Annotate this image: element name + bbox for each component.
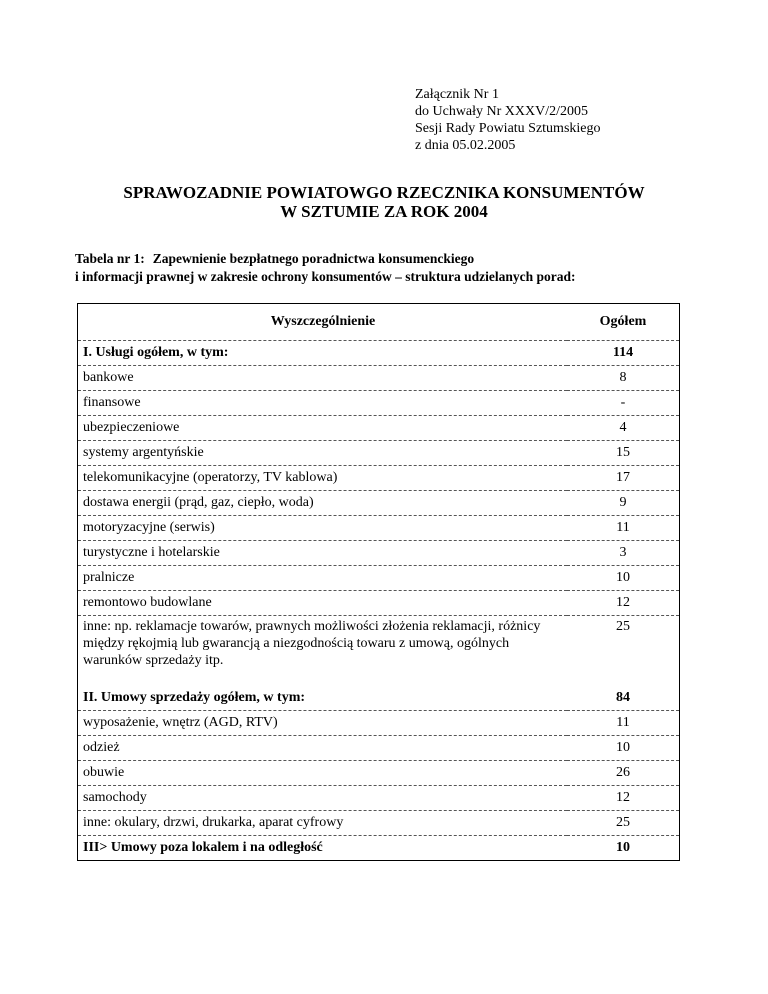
row-value: - [567, 391, 680, 416]
row-label: remontowo budowlane [78, 591, 568, 616]
row-value: 25 [616, 619, 630, 634]
row-label: II. Umowy sprzedaży ogółem, w tym: [78, 686, 568, 711]
caption-label: Tabela nr 1: [75, 251, 145, 266]
table-row [78, 366, 680, 391]
row-label: I. Usługi ogółem, w tym: [78, 341, 568, 366]
row-value: 11 [567, 711, 680, 736]
row-value: 12 [567, 786, 680, 811]
row-value: 11 [567, 516, 680, 541]
row-label: inne: okulary, drzwi, drukarka, aparat cyfrowy [78, 811, 568, 836]
table-row [78, 786, 680, 811]
row-label: ubezpieczeniowe [78, 416, 568, 441]
row-label: turystyczne i hotelarskie [78, 541, 568, 566]
table-row [78, 341, 680, 366]
attachment-line: z dnia 05.02.2005 [415, 138, 516, 153]
row-value: 4 [567, 416, 680, 441]
table-header-row [78, 304, 680, 341]
attachment-line: Załącznik Nr 1 [415, 87, 499, 102]
row-label: systemy argentyńskie [78, 441, 568, 466]
row-label: inne: np. reklamacje towarów, prawnych możliwości złożenia reklamacji, różnicy między rękojmią lub gwarancją a niezgodnością towaru z umową, ogólnych warunków sprzedaży itp. [83, 619, 541, 668]
row-value: 10 [567, 736, 680, 761]
row-value: 15 [567, 441, 680, 466]
consultation-table [77, 303, 680, 861]
row-label: motoryzacyjne (serwis) [78, 516, 568, 541]
table-row [78, 836, 680, 861]
table-row [78, 811, 680, 836]
header-total: Ogółem [567, 304, 680, 341]
row-value: 114 [567, 341, 680, 366]
row-value: 10 [567, 566, 680, 591]
row-value: 10 [616, 840, 630, 855]
table-row [78, 591, 680, 616]
caption-line-2: i informacji prawnej w zakresie ochrony konsumentów – struktura udzielanych porad: [75, 269, 576, 284]
table-row [78, 616, 680, 687]
row-value: 84 [567, 686, 680, 711]
row-value: 17 [567, 466, 680, 491]
row-value: 8 [567, 366, 680, 391]
row-label: finansowe [78, 391, 568, 416]
table-row [78, 466, 680, 491]
row-label: odzież [78, 736, 568, 761]
row-label: samochody [78, 786, 568, 811]
row-label: obuwie [78, 761, 568, 786]
table-caption [75, 250, 576, 286]
table-row [78, 736, 680, 761]
table-row [78, 416, 680, 441]
table-row [78, 441, 680, 466]
row-label: bankowe [78, 366, 568, 391]
row-label: III> Umowy poza lokalem i na odległość [83, 840, 323, 855]
row-label: dostawa energii (prąd, gaz, ciepło, woda) [78, 491, 568, 516]
table-row [78, 711, 680, 736]
attachment-note [415, 86, 601, 154]
table-row [78, 686, 680, 711]
caption-line-1: Zapewnienie bezpłatnego poradnictwa konsumenckiego [152, 251, 475, 266]
document-title [0, 183, 768, 221]
row-label: wyposażenie, wnętrz (AGD, RTV) [78, 711, 568, 736]
table-row [78, 566, 680, 591]
table-row [78, 516, 680, 541]
attachment-line: do Uchwały Nr XXXV/2/2005 [415, 104, 589, 119]
table-row [78, 391, 680, 416]
header-description: Wyszczególnienie [78, 304, 568, 341]
row-value: 3 [567, 541, 680, 566]
title-line-2: W SZTUMIE ZA ROK 2004 [280, 202, 488, 221]
row-value: 12 [567, 591, 680, 616]
table-row [78, 541, 680, 566]
table-row [78, 491, 680, 516]
row-value: 26 [567, 761, 680, 786]
title-line-1: SPRAWOZADNIE POWIATOWGO RZECZNIKA KONSUMENTÓW [123, 183, 645, 202]
row-value: 25 [567, 811, 680, 836]
row-label: pralnicze [78, 566, 568, 591]
attachment-line: Sesji Rady Powiatu Sztumskiego [415, 121, 601, 136]
row-label: telekomunikacyjne (operatorzy, TV kablowa) [78, 466, 568, 491]
table-row [78, 761, 680, 786]
row-value: 9 [567, 491, 680, 516]
